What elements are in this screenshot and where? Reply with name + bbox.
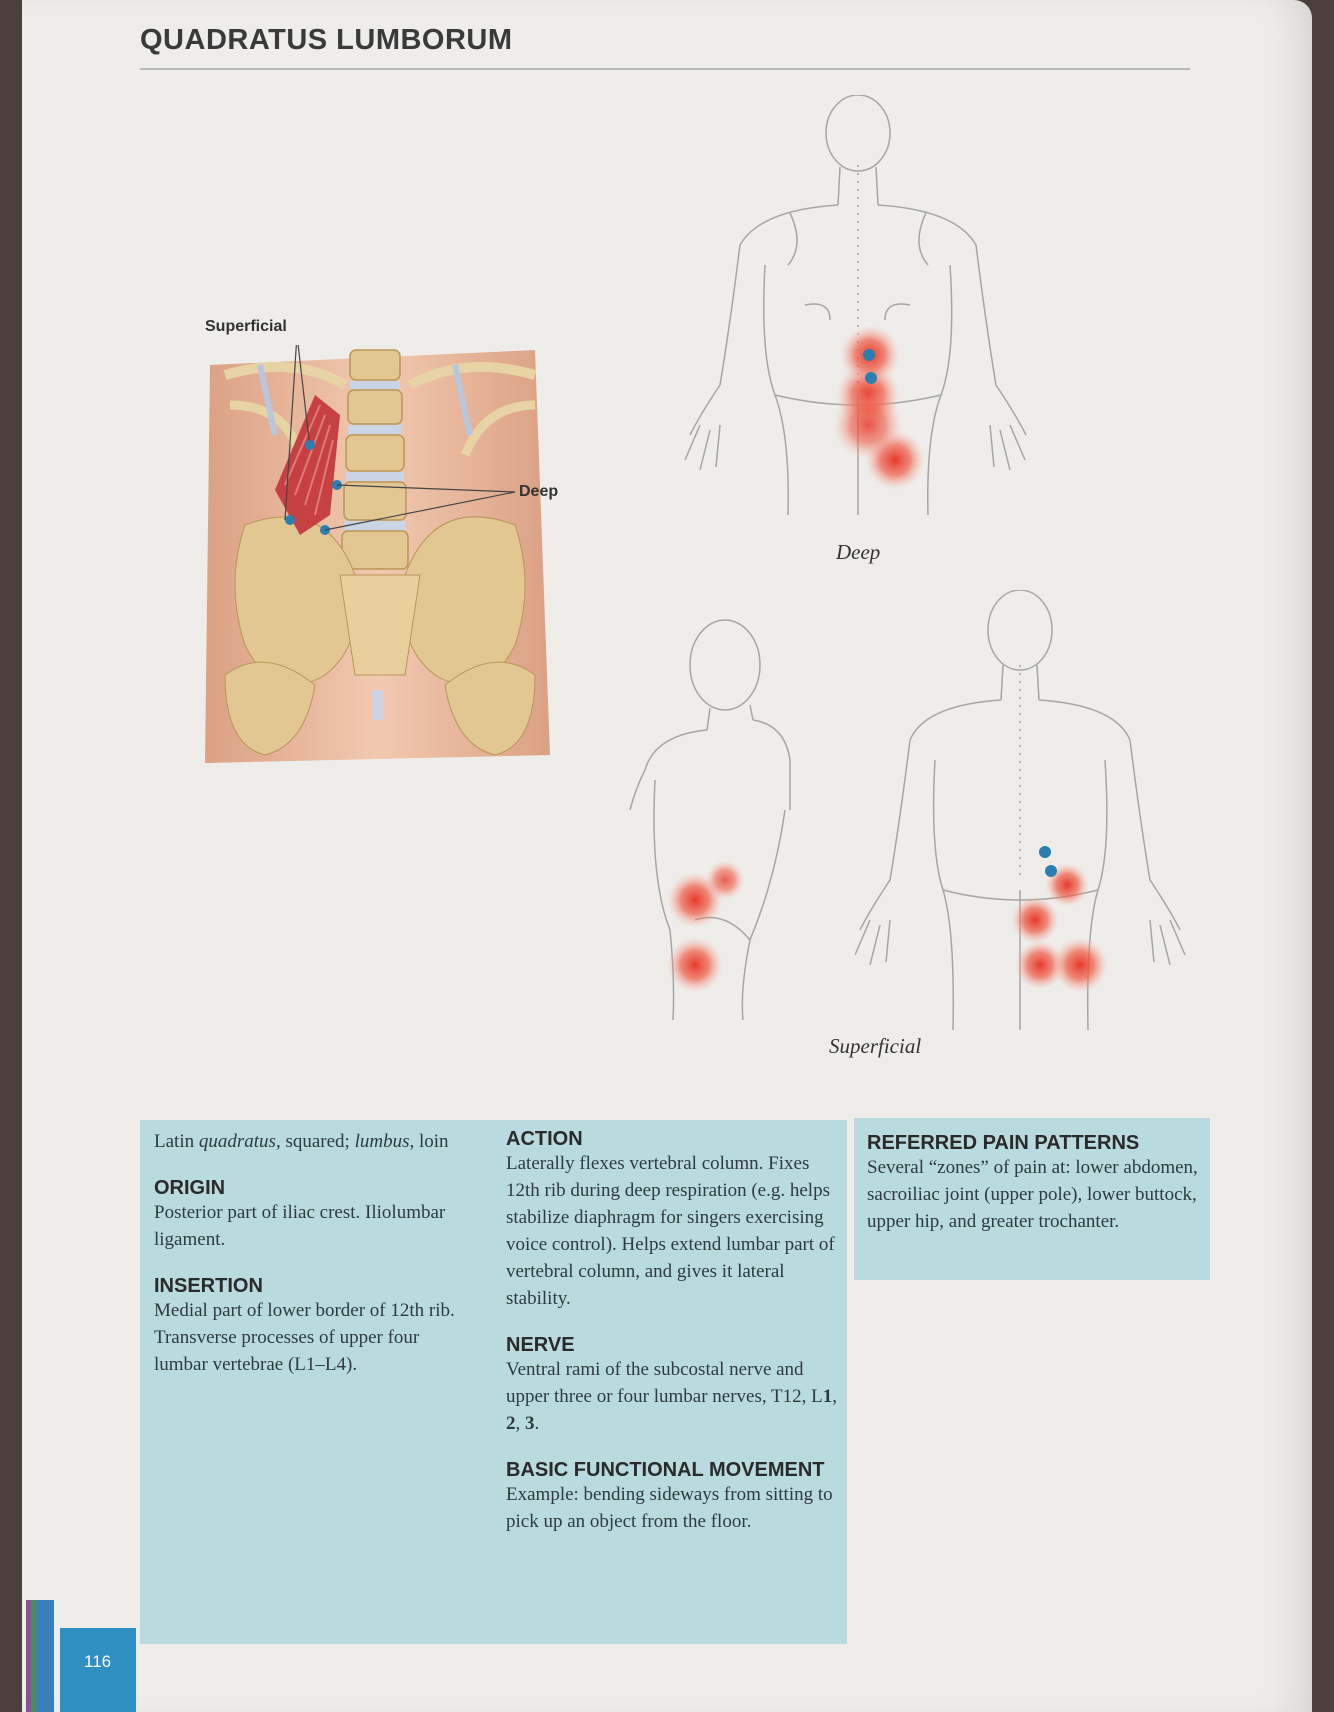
deep-label: Deep — [519, 483, 559, 500]
origin-heading: ORIGIN — [154, 1177, 226, 1199]
action-text: Laterally flexes vertebral column. Fixes 12th rib during deep respiration (e.g. helps stabilize diaphragm for singers exercising voice control). Helps extend lumbar part of vertebral column, and gives it lateral stability. — [506, 1153, 835, 1309]
title-rule — [140, 68, 1190, 70]
deep-pain-pattern-figure — [680, 95, 1040, 535]
origin-text: Posterior part of iliac crest. Iliolumbar ligament. — [154, 1202, 446, 1250]
etymology: Latin quadratus, squared; lumbus, loin — [154, 1131, 449, 1152]
movement-heading: BASIC FUNCTIONAL MOVEMENT — [506, 1459, 825, 1481]
superficial-label: Superficial — [205, 318, 287, 335]
info-column-left — [154, 1128, 464, 1378]
nerve-text: Ventral rami of the subcostal nerve and upper three or four lumbar nerves, T12, L1, 2, 3. — [506, 1359, 837, 1434]
superficial-caption: Superficial — [829, 1034, 922, 1058]
insertion-heading: INSERTION — [154, 1275, 263, 1297]
lumbar-anatomy-illustration — [205, 345, 555, 765]
page-number: 116 — [84, 1652, 112, 1671]
referred-heading: REFERRED PAIN PATTERNS — [867, 1132, 1140, 1154]
superficial-back-figure — [855, 590, 1195, 1040]
nerve-heading: NERVE — [506, 1334, 575, 1356]
movement-text: Example: bending sideways from sitting to pick up an object from the floor. — [506, 1484, 833, 1532]
info-column-middle — [506, 1128, 842, 1535]
insertion-text: Medial part of lower border of 12th rib. Transverse processes of upper four lumbar vertebrae (L1–L4). — [154, 1300, 455, 1375]
action-heading: ACTION — [506, 1128, 583, 1150]
page-edge-tabs — [22, 1600, 40, 1712]
info-column-right — [867, 1132, 1202, 1235]
deep-caption: Deep — [836, 540, 881, 564]
page-title: QUADRATUS LUMBORUM — [140, 24, 513, 56]
superficial-side-figure — [625, 610, 795, 1030]
referred-text: Several “zones” of pain at: lower abdomen, sacroiliac joint (upper pole), lower buttock, upper hip, and greater trochanter. — [867, 1157, 1198, 1232]
